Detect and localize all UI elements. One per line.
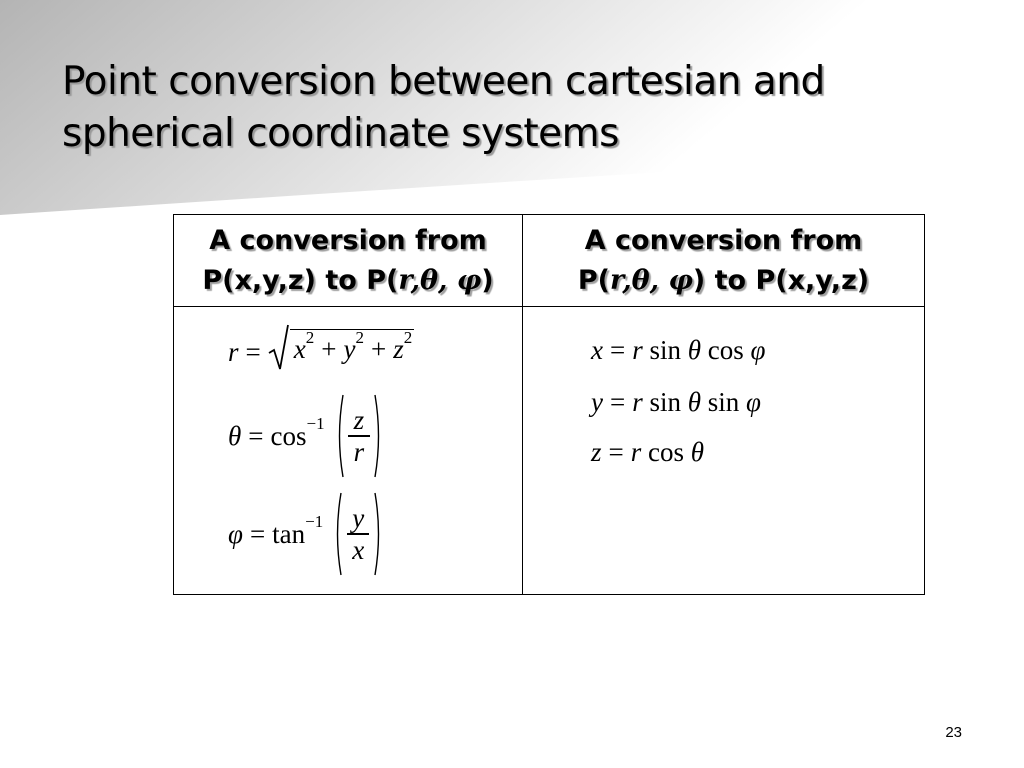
page-number: 23 (945, 724, 962, 741)
formula-r (228, 327, 414, 373)
function-name: sin (649, 387, 681, 417)
equals-sign: = (248, 420, 264, 451)
var-r: r (630, 437, 642, 467)
spherical-to-cartesian-formulas (523, 307, 925, 595)
slide-title-line: Point conversion between cartesian and (62, 59, 825, 104)
function-name: cos (707, 335, 744, 365)
function-name: cos (270, 420, 307, 451)
var-phi: φ (750, 335, 766, 365)
equals-sign: = (609, 335, 626, 365)
var-theta: θ (690, 437, 705, 467)
inverse-exponent: −1 (305, 512, 324, 531)
header-line: A conversion from (584, 224, 863, 256)
header-cartesian-to-spherical (174, 215, 523, 307)
var-phi: φ (746, 387, 761, 417)
plus-sign: + (370, 334, 387, 364)
header-symbols: r,θ, φ (610, 264, 693, 296)
equals-sign: = (245, 336, 261, 367)
function-name: sin (707, 387, 740, 417)
left-paren-icon (333, 491, 342, 577)
numerator: z (353, 405, 365, 436)
function-name: sin (649, 335, 681, 365)
var-z: z (393, 334, 404, 364)
right-paren-icon (374, 393, 383, 479)
inverse-exponent: −1 (306, 414, 325, 433)
right-paren-icon (374, 491, 383, 577)
function-name: tan (272, 518, 306, 549)
equals-sign: = (609, 387, 626, 417)
sqrt-sign-icon (268, 323, 290, 373)
denominator: x (352, 534, 365, 565)
plus-sign: + (321, 334, 337, 364)
formula-lhs: y (591, 387, 603, 417)
var-y: y (343, 334, 356, 364)
formula-x (591, 335, 765, 366)
var-r: r (632, 387, 643, 417)
formula-phi (228, 491, 383, 577)
exponent: 2 (355, 327, 364, 347)
fraction (348, 405, 371, 467)
slide-title (62, 56, 962, 160)
fraction (346, 503, 370, 565)
formula-lhs: r (228, 336, 239, 367)
header-spherical-to-cartesian (523, 215, 925, 307)
header-text: P( (577, 264, 610, 296)
conversion-table (173, 214, 925, 595)
slide-title-line: spherical coordinate systems (62, 111, 619, 156)
var-r: r (632, 335, 643, 365)
var-theta: θ (687, 387, 702, 417)
left-paren-icon (335, 393, 344, 479)
formula-lhs: z (591, 437, 602, 467)
formula-y (591, 387, 761, 418)
numerator: y (352, 503, 365, 534)
function-name: cos (648, 437, 685, 467)
denominator: r (353, 436, 365, 467)
equals-sign: = (608, 437, 624, 467)
formula-lhs: x (591, 335, 603, 365)
header-line (174, 261, 522, 301)
formula-z (591, 437, 704, 468)
formula-lhs: θ (228, 420, 242, 451)
radicand (290, 329, 414, 365)
var-theta: θ (687, 335, 702, 365)
exponent: 2 (403, 327, 413, 347)
cartesian-to-spherical-formulas (174, 307, 523, 595)
formula-theta (228, 393, 383, 479)
header-text: P(x,y,z) to P( (202, 264, 399, 296)
header-text: ) (481, 264, 494, 296)
header-symbols: r,θ, φ (398, 264, 482, 296)
equals-sign: = (249, 518, 266, 549)
var-x: x (293, 334, 306, 364)
header-text: ) to P(x,y,z) (692, 264, 870, 296)
header-line: A conversion from (209, 224, 487, 256)
formula-lhs: φ (228, 518, 243, 549)
header-line (523, 261, 924, 301)
exponent: 2 (305, 327, 315, 347)
